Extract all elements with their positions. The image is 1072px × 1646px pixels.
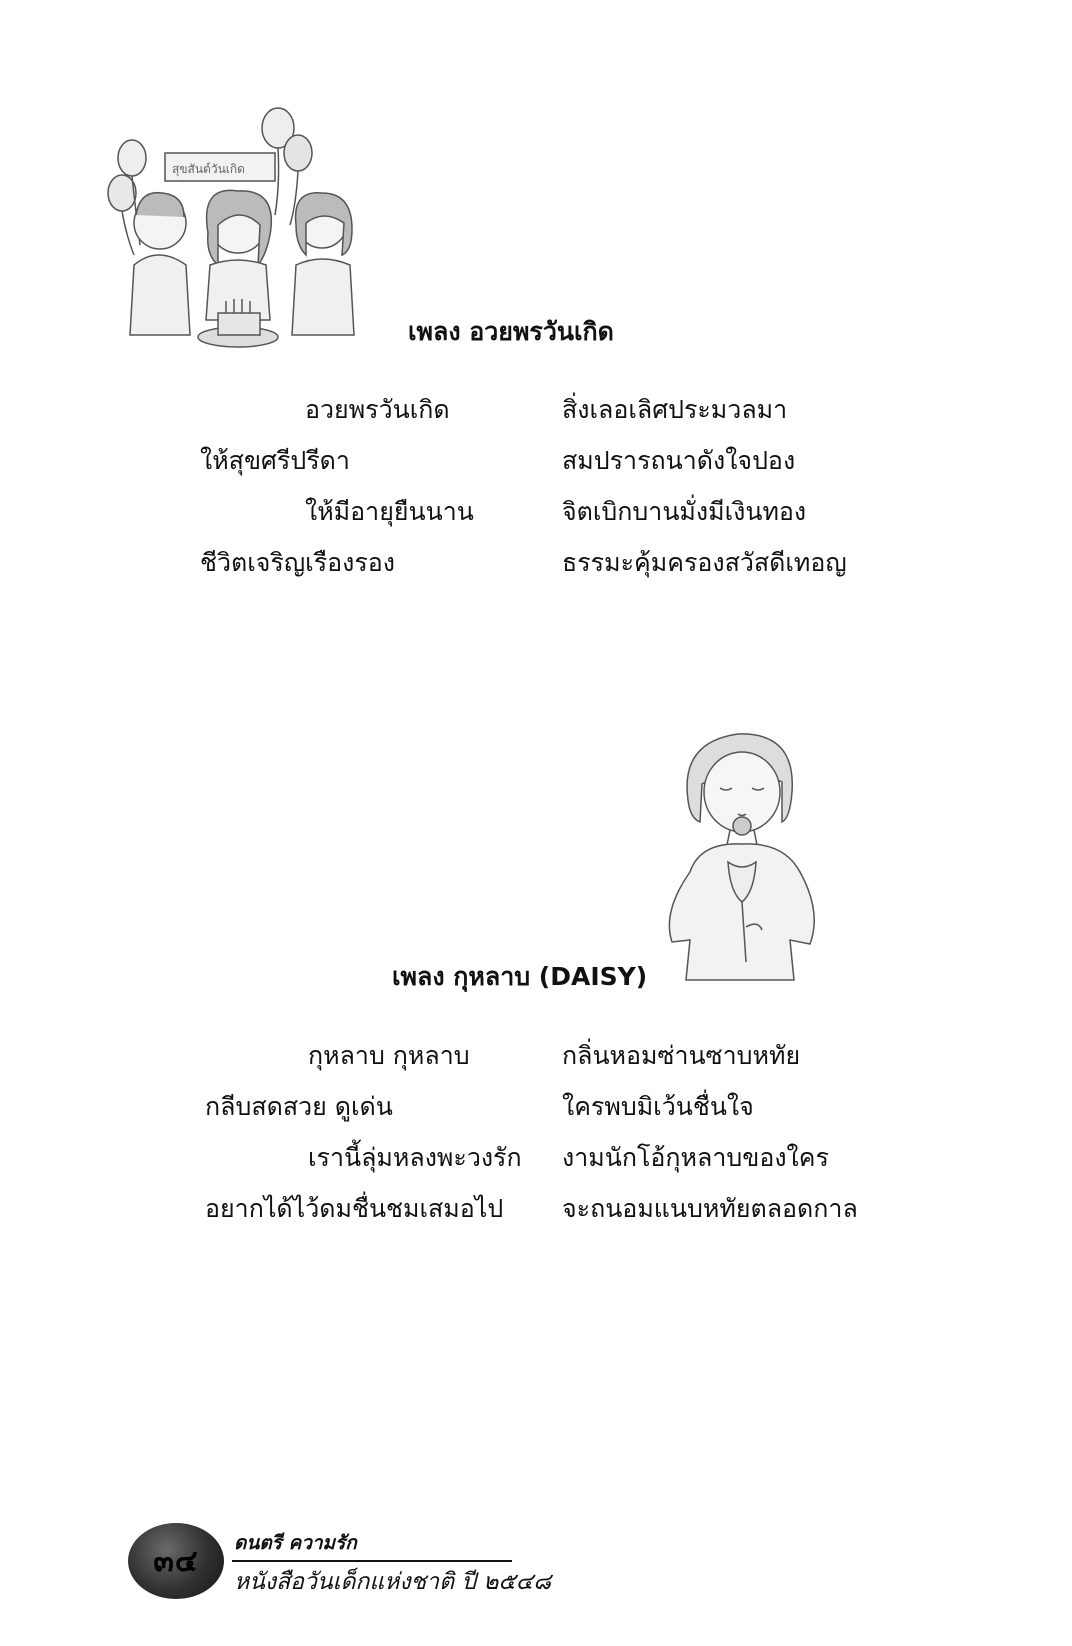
song2-line4-left: อยากได้ไว้ดมชื่นชมเสมอไป (205, 1194, 504, 1223)
song1-line4-left: ชีวิตเจริญเรืองรอง (200, 548, 396, 577)
song2-line4-right: จะถนอมแนบหทัยตลอดกาล (562, 1194, 858, 1223)
song2-line3-left: เรานี้ลุ่มหลงพะวงรัก (308, 1143, 522, 1172)
song1-line3-left: ให้มีอายุยืนนาน (305, 497, 474, 526)
song2-line1-left: กุหลาบ กุหลาบ (308, 1041, 470, 1070)
song1-line2-left: ให้สุขศรีปรีดา (200, 446, 350, 475)
footer-divider (232, 1560, 512, 1562)
girl-with-flower-illustration (650, 722, 835, 982)
birthday-party-illustration (100, 105, 370, 355)
song2-line2-right: ใครพบมิเว้นชื่นใจ (562, 1092, 754, 1121)
song2-title: เพลง กุหลาบ (DAISY) (392, 962, 648, 991)
song1-line2-right: สมปรารถนาดังใจปอง (562, 446, 796, 475)
song1-line3-right: จิตเบิกบานมั่งมีเงินทอง (562, 497, 807, 526)
banner-text: สุขสันต์วันเกิด (172, 162, 245, 176)
song2-line2-left: กลีบสดสวย ดูเด่น (205, 1092, 393, 1121)
page-number: ๓๔ (153, 1543, 199, 1579)
page-number-badge (128, 1523, 224, 1599)
footer-book-subtitle: หนังสือวันเด็กแห่งชาติ ปี ๒๕๔๘ (234, 1569, 551, 1595)
song1-line4-right: ธรรมะคุ้มครองสวัสดีเทอญ (562, 548, 847, 577)
song1-line1-right: สิ่งเลอเลิศประมวลมา (562, 395, 788, 424)
song2-line3-right: งามนักโอ้กุหลาบของใคร (562, 1143, 829, 1172)
song2-line1-right: กลิ่นหอมซ่านซาบหทัย (562, 1041, 801, 1070)
song1-title: เพลง อวยพรวันเกิด (408, 317, 614, 346)
song1-line1-left: อวยพรวันเกิด (305, 395, 450, 424)
footer-book-title: ดนตรี ความรัก (234, 1532, 357, 1554)
